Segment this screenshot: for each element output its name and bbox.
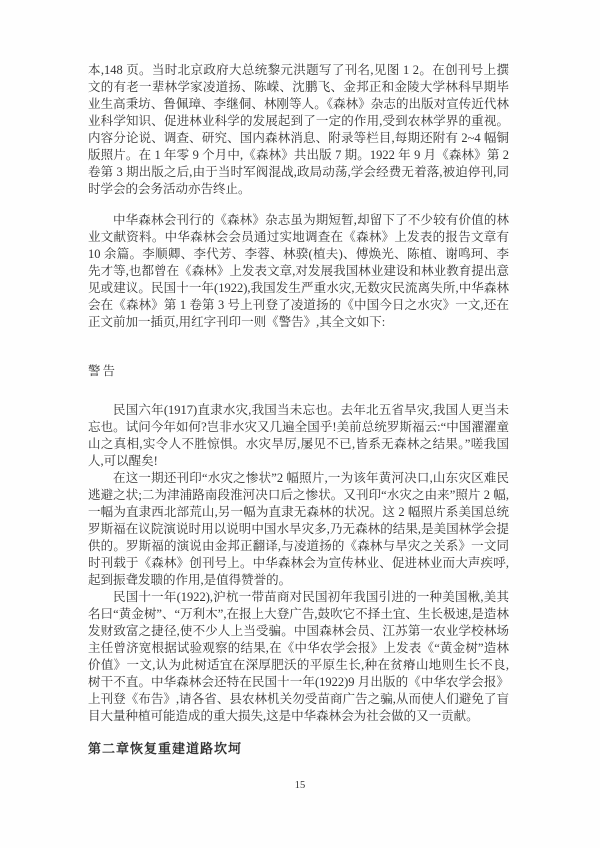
paragraph-journal-history: 本,148 页。当时北京政府大总统黎元洪题写了刊名,见图 1 2。在创刊号上撰文的有老一辈林学家凌道扬、陈嵘、沈鹏飞、金邦正和金陵大学林科早期毕业生高秉坊、鲁佩璋、李继侗、林刚等人。《森林》杂志的出版对宣传近代林业科学知识、促进林业科学的发展起到了一定的作用,受到农林学界的重视。内容分论说、调查、研究、国内森林消息、附录等栏目,每期还附有 2~4 幅铜版照片。在 1 年零 9 个月中,《森林》共出版 7 期。1922 年 9 月《森林》第 2 卷第 3 期出版之后,由于当时军阀混战,政局动荡,学会经费无着落,被迫停刊,同时学会的会务活动亦告终止。 (88, 63, 509, 196)
paragraph-magazine-legacy: 中华森林会刊行的《森林》杂志虽为期短暂,却留下了不少较有价值的林业文献资料。中华森林会会员通过实地调查在《森林》上发表的报告文章有 10 余篇。李顺卿、李代芳、李蓉、林骙(植夫)、傅焕光、陈植、谢鸣珂、李先才等,也都曾在《森林》上发表文章,对发展我国林业建设和林业教育提出意见或建议。民国十一年(1922),我国发生严重水灾,无数灾民流离失所,中华森林会在《森林》第 1 卷第 3 号上刊登了凌道扬的《中国今日之水灾》一文,还在正文前加一插页,用红字刊印一则《警告》,其全文如下: (88, 213, 509, 329)
paragraph-golden-tree: 民国十一年(1922),沪杭一带苗商对民国初年我国引进的一种美国楸,美其名曰“黄金树”、“万利木”,在报上大登广告,鼓吹它不择土宜、生长极速,是造林发财致富之捷径,使不少人上当受骗。中国森林会员、江苏第一农业学校林场主任曾济宽根据试验观察的结果,在《中华农学会报》上发表《“黄金树”造林价值》一文,认为此树适宜在深厚肥沃的平原生长,种在贫瘠山地则生长不良,树干不直。中华森林会还特在民国十一年(1922)9 月出版的《中华农学会报》上刊登《布告》,请各省、县农林机关勿受苗商广告之骗,从而使人们避免了盲目大量种植可能造成的重大损失,这是中华森林会为社会做的又一贡献。 (88, 590, 509, 723)
paragraph-flood-photos: 在这一期还刊印“水灾之惨状”2 幅照片,一为该年黄河决口,山东灾区难民逃避之状;二为津浦路南段淮河决口后之惨状。又刊印“水灾之由来”照片 2 幅,一幅为直隶西北部荒山,另一幅为直隶无森林的状况。这 2 幅照片系美国总统罗斯福在议院演说时用以说明中国水旱灾多,乃无森林的结果,是美国林学会提供的。罗斯福的演说由金邦正翻译,与凌道扬的《森林与旱灾之关系》一文同时刊载于《森林》创刊号上。中华森林会为宣传林业、促进林业而大声疾呼,起到振聋发聩的作用,是值得赞誉的。 (88, 471, 509, 587)
chapter-heading: 第二章恢复重建道路坎坷 (88, 741, 243, 756)
paragraph-warning-quote: 民国六年(1917)直隶水灾,我国当未忘也。去年北五省旱灾,我国人更当未忘也。试问今年如何?岂非水灾又几遍全国乎!美前总统罗斯福云:“中国濯濯童山之真相,实令人不胜惊惧。水灾旱厉,屡见不已,皆系无森林之结果。”嗟我国人,可以醒矣! (88, 403, 509, 468)
warning-heading: 警告 (88, 364, 118, 378)
text-block (88, 62, 509, 757)
page-number: 15 (294, 780, 306, 791)
